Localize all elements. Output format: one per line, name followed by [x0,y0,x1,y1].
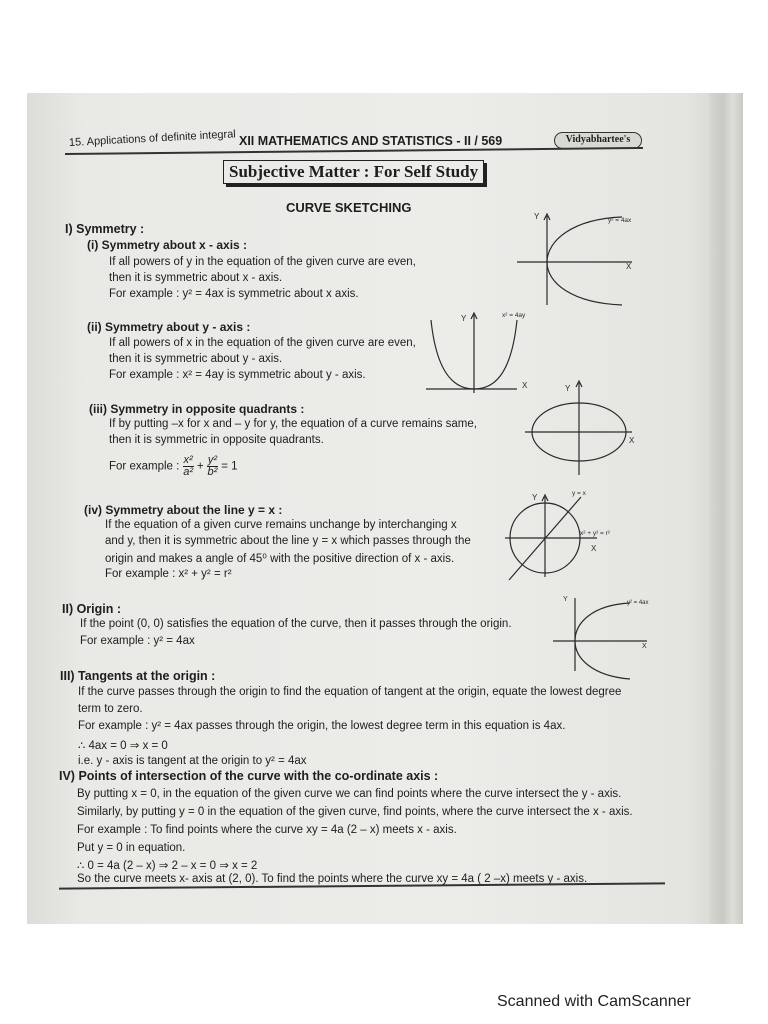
text-line: Put y = 0 in equation. [77,842,186,854]
figure-parabola-y [426,313,517,393]
ellipse-example: For example : $\frac{\text{x²}}{\text{a²}}$ + $\frac{\text{y²}}{\text{b²}}$ = 1 [109,454,238,478]
origin-heading: II) Origin : [62,602,122,616]
fig4-y-label: Y [532,493,538,502]
figure-parabola-origin [553,598,647,679]
text-line: ∴ 0 = 4a (2 – x) ⇒ 2 – x = 0 ⇒ x = 2 [77,860,258,872]
publisher-logo: Vidyabhartee's [554,132,642,149]
fig5-eq-label: y² = 4ax [627,600,649,606]
example-label: For example : [109,460,180,473]
text-line: For example : y² = 4ax passes through the origin, the lowest degree term in this equation is 4ax. [78,720,566,732]
symmetry-y-heading: (ii) Symmetry about y - axis : [87,320,251,334]
fig1-x-label: X [626,262,632,271]
fig5-x-label: X [642,643,647,650]
book-page-edge [709,93,743,924]
text-line: then it is symmetric in opposite quadrants. [109,434,324,446]
chapter-header: 15. Applications of definite integral [68,128,237,149]
fraction-x: $\frac{\text{x²}}{\text{a²}}$ [183,454,193,478]
text-line: If the point (0, 0) satisfies the equation of the curve, then it passes through the origin. [80,618,512,630]
scanned-photo [27,93,743,924]
text-line: For example : To find points where the curve xy = 4a (2 – x) meets x - axis. [77,824,457,836]
symmetry-line-heading: (iv) Symmetry about the line y = x : [84,503,283,517]
book-page [27,93,709,924]
text-line: For example : x² = 4ay is symmetric about y - axis. [109,369,366,381]
title-box: Subjective Matter : For Self Study [223,160,484,184]
symmetry-heading: I) Symmetry : [65,222,145,236]
fraction-y: $\frac{\text{y²}}{\text{b²}}$ [207,454,218,478]
text-line: then it is symmetric about x - axis. [109,272,283,284]
text-line: If by putting –x for x and – y for y, the equation of a curve remains same, [109,418,477,430]
fig3-y-label: Y [565,384,571,393]
fig1-y-label: Y [534,212,540,221]
fig5-y-label: Y [563,596,568,603]
text-line: term to zero. [78,703,143,715]
fig2-eq-label: x² = 4ay [502,312,526,319]
camscanner-watermark: Scanned with CamScanner [497,993,691,1010]
text-line: For example : y² = 4ax is symmetric about x axis. [109,288,359,300]
fig2-x-label: X [522,381,528,390]
figure-parabola-x [517,214,632,305]
text-line: If the curve passes through the origin to find the equation of tangent at the origin, equate the lowest degree [78,686,622,698]
figure-circle [505,495,597,580]
fig4-x-label: X [591,544,597,553]
text-line: then it is symmetric about y - axis. [109,353,283,365]
text-line: So the curve meets x- axis at (2, 0). To find the points where the curve xy = 4a ( 2 –x) meets y - axis. [77,873,588,885]
figures-layer [27,93,709,924]
text-line: If all powers of y in the equation of the given curve are even, [109,256,416,268]
text-line: For example : y² = 4ax [80,635,195,647]
fig4-line-label: y = x [572,490,586,497]
section-title: CURVE SKETCHING [286,200,412,215]
text-line: ∴ 4ax = 0 ⇒ x = 0 [78,740,168,752]
fig4-eq-label: x² + y² = r² [580,530,610,537]
text-line: and y, then it is symmetric about the line y = x which passes through the [105,535,471,547]
text-line: origin and makes a angle of 45⁰ with the positive direction of x - axis. [105,553,455,565]
book-header: XII MATHEMATICS AND STATISTICS - II / 569 [239,134,503,148]
text-line: If the equation of a given curve remains unchange by interchanging x [105,519,457,531]
fig1-eq-label: y² = 4ax [608,217,632,224]
text-line: For example : x² + y² = r² [105,568,232,580]
tangents-heading: III) Tangents at the origin : [60,669,216,683]
text-line: i.e. y - axis is tangent at the origin to y² = 4ax [78,755,307,767]
fig2-y-label: Y [461,314,467,323]
text-line: Similarly, by putting y = 0 in the equation of the given curve, find points, where the curve intersect the x - axis. [77,806,633,818]
text-line: If all powers of x in the equation of the given curve are even, [109,337,416,349]
text-line: By putting x = 0, in the equation of the given curve we can find points where the curve intersect the y - axis. [77,788,622,800]
fig3-x-label: X [629,436,635,445]
figure-ellipse [525,381,632,475]
symmetry-x-heading: (i) Symmetry about x - axis : [87,238,248,252]
symmetry-opposite-heading: (iii) Symmetry in opposite quadrants : [89,402,305,416]
intersection-heading: IV) Points of intersection of the curve with the co-ordinate axis : [59,769,439,783]
